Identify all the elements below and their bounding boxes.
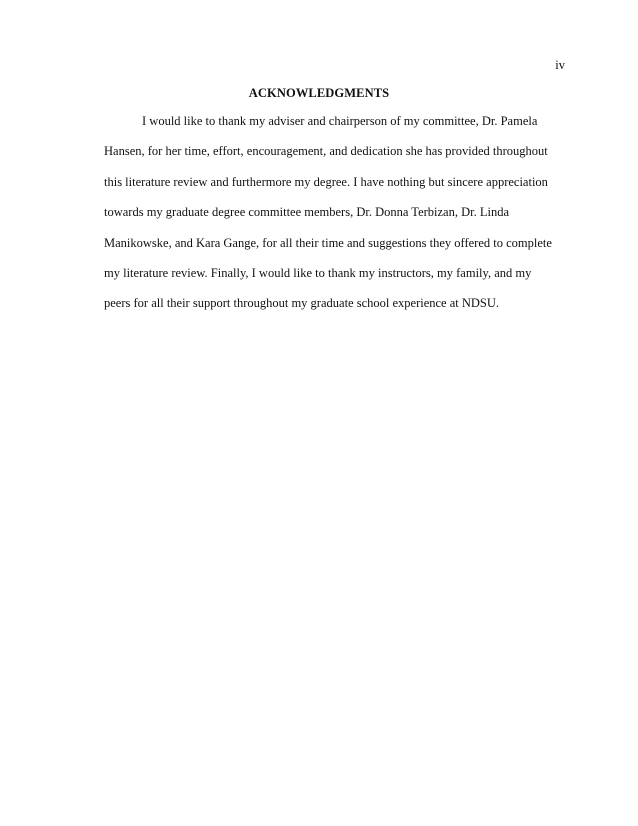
paragraph-line: Hansen, for her time, effort, encouragement, and dedication she has provided throughout xyxy=(104,144,548,159)
paragraph-line: towards my graduate degree committee members, Dr. Donna Terbizan, Dr. Linda xyxy=(104,205,510,220)
page-number: iv xyxy=(555,58,565,72)
paragraph-line: Manikowske, and Kara Gange, for all their time and suggestions they offered to complete xyxy=(104,235,552,250)
paragraph-line: this literature review and furthermore my degree. I have nothing but sincere appreciation xyxy=(104,174,548,189)
paragraph-line: my literature review. Finally, I would like to thank my instructors, my family, and my xyxy=(104,265,532,280)
paragraph-line: I would like to thank my adviser and chairperson of my committee, Dr. Pamela xyxy=(142,114,538,128)
paragraph-line: peers for all their support throughout my graduate school experience at NDSU. xyxy=(104,296,500,311)
acknowledgments-paragraph xyxy=(104,113,566,326)
page-title: ACKNOWLEDGMENTS xyxy=(248,86,390,100)
